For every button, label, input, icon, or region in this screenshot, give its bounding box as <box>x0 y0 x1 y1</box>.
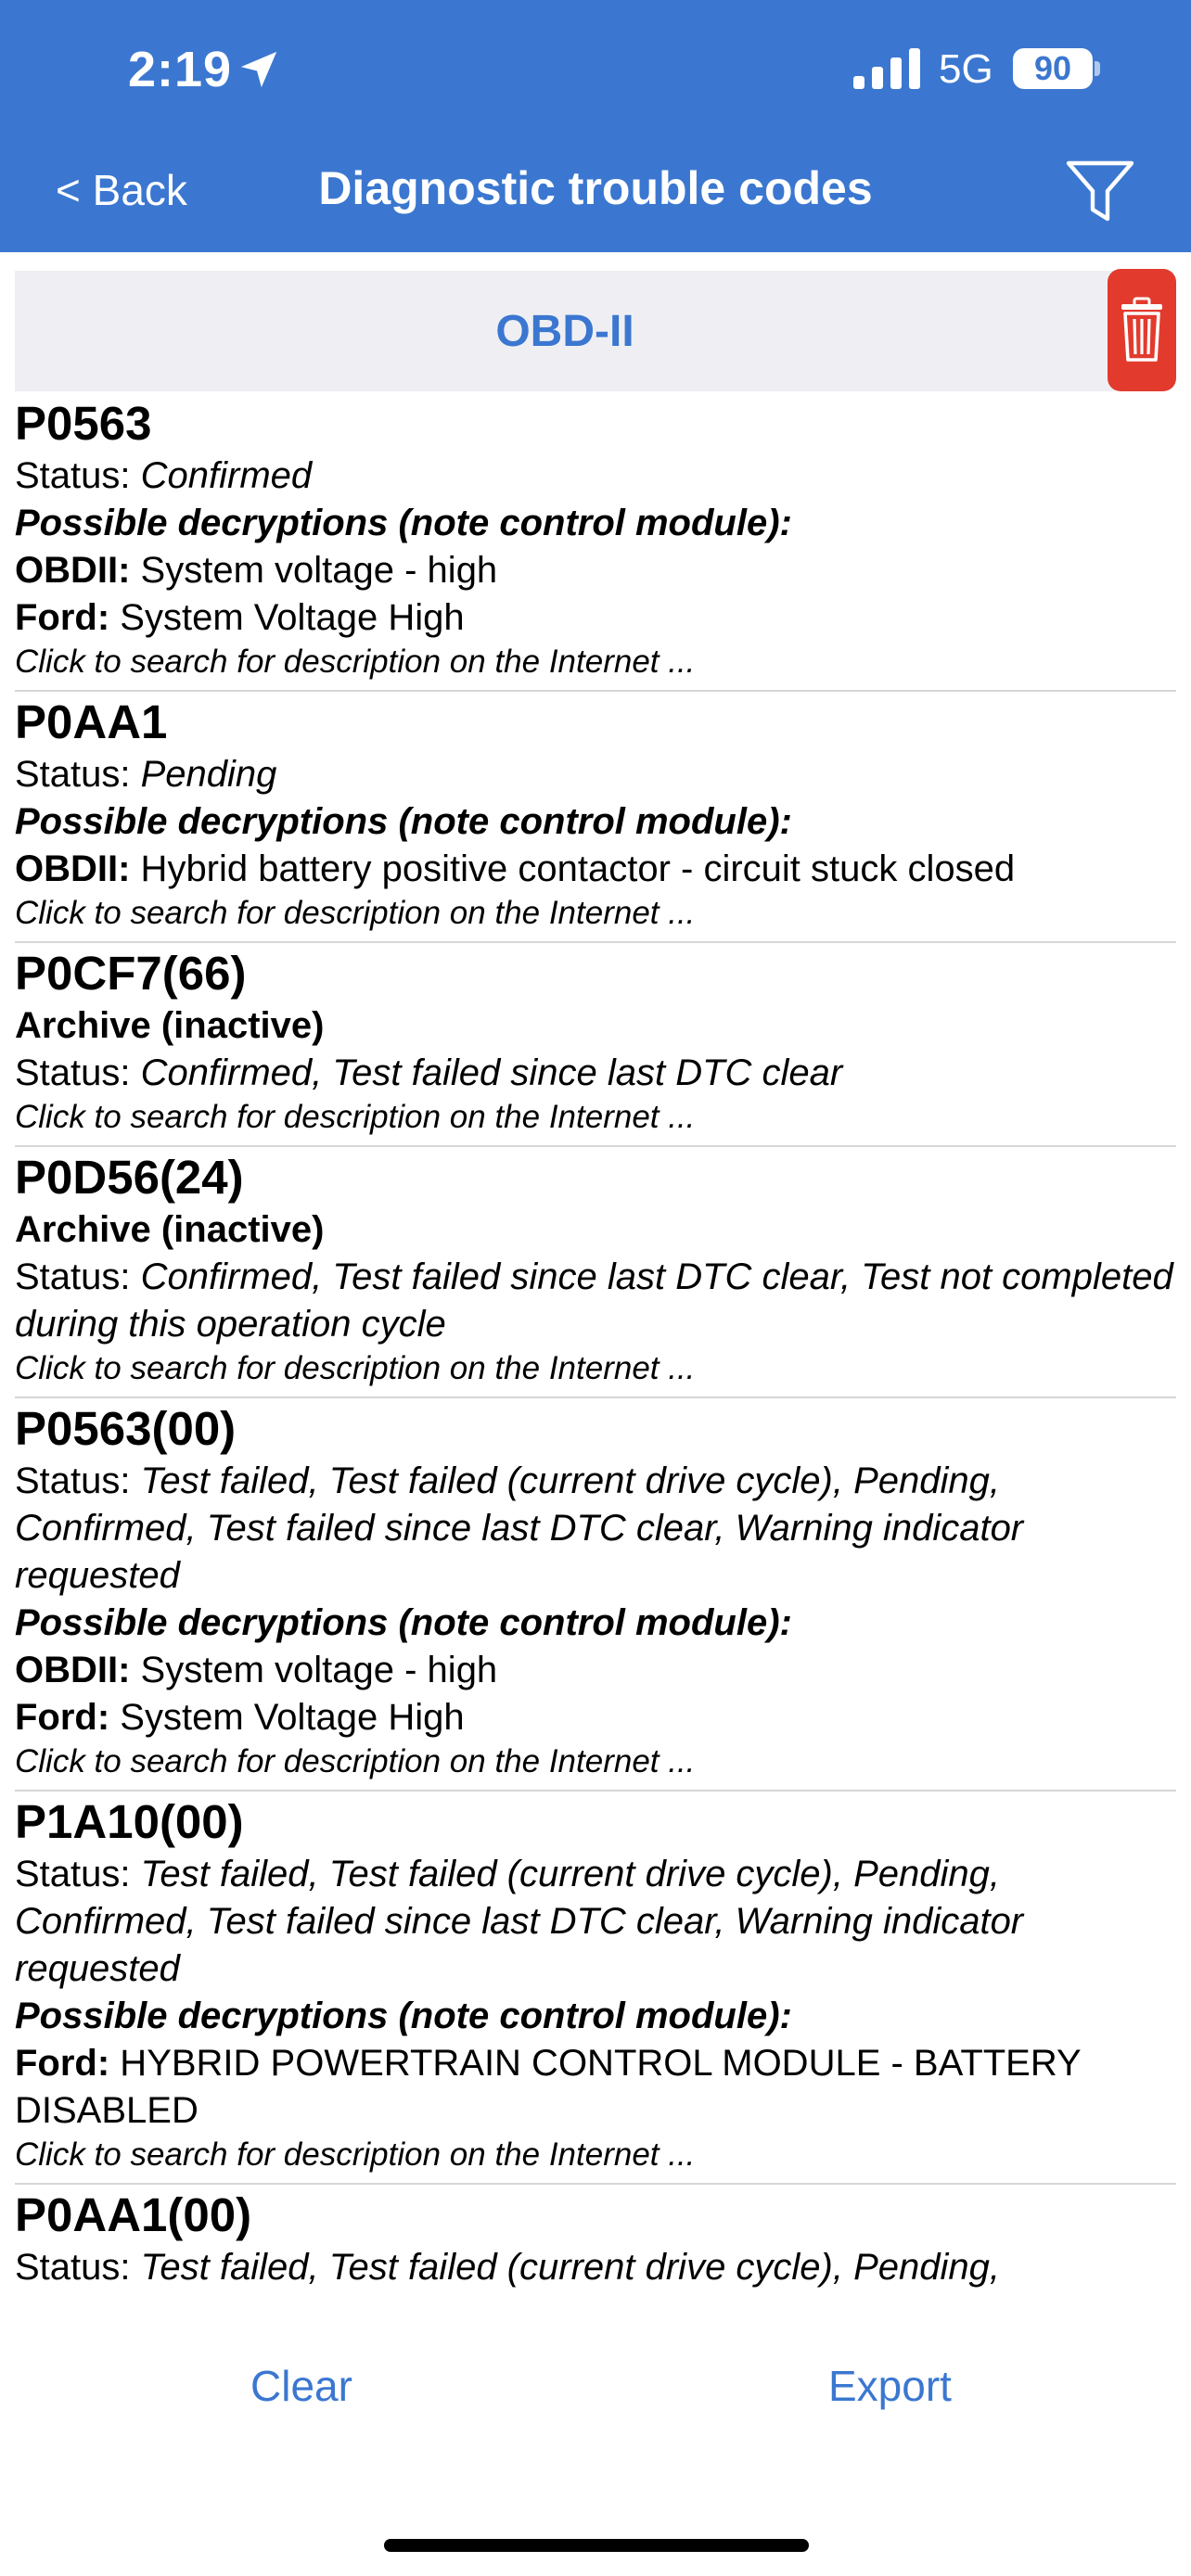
dtc-decryption-heading: Possible decryptions (note control module): <box>15 801 792 842</box>
dtc-decryption-heading: Possible decryptions (note control module): <box>15 1996 792 2036</box>
dtc-decryption-source: Ford: <box>15 2043 110 2084</box>
header-bar <box>0 0 1191 252</box>
clear-button[interactable]: Clear <box>250 2362 352 2410</box>
dtc-status <box>15 1254 1176 1348</box>
dtc-code: P0D56(24) <box>15 1151 244 1204</box>
dtc-status-value: Confirmed, Test failed since last DTC clear, Test not completed during this operation cycle <box>15 1256 1173 1345</box>
dtc-status-label: Status: <box>15 2247 141 2288</box>
status-time: 2:19 <box>128 42 233 97</box>
dtc-item[interactable] <box>15 393 1176 692</box>
dtc-decryption <box>15 1694 1176 1741</box>
dtc-decryption-text: System voltage - high <box>130 1650 498 1690</box>
dtc-decryption <box>15 1647 1176 1694</box>
dtc-item[interactable] <box>15 692 1176 943</box>
dtc-item[interactable] <box>15 1398 1176 1792</box>
status-bar <box>0 0 1191 139</box>
dtc-status-label: Status: <box>15 1052 141 1093</box>
dtc-search-link[interactable]: Click to search for description on the Internet ... <box>15 644 696 680</box>
dtc-item[interactable] <box>15 943 1176 1147</box>
dtc-decryption <box>15 2040 1176 2135</box>
dtc-code: P0AA1(00) <box>15 2188 252 2241</box>
dtc-decryption-text: Hybrid battery positive contactor - circuit stuck closed <box>130 848 1016 889</box>
dtc-decryption <box>15 846 1176 893</box>
dtc-code: P0CF7(66) <box>15 947 247 1000</box>
dtc-status-value: Pending <box>140 754 277 795</box>
dtc-code: P0563 <box>15 397 152 450</box>
home-indicator <box>384 2539 809 2552</box>
dtc-item[interactable] <box>15 2185 1176 2290</box>
dtc-decryption-text: System Voltage High <box>109 597 465 638</box>
dtc-status <box>15 1050 1176 1097</box>
battery-level: 90 <box>1013 48 1093 89</box>
section-header <box>15 271 1115 391</box>
dtc-decryption <box>15 547 1176 594</box>
dtc-status-label: Status: <box>15 1460 141 1501</box>
dtc-item[interactable] <box>15 1792 1176 2185</box>
dtc-status-value: Test failed, Test failed (current drive cycle), Pending, Confirmed, Test failed since last DTC clear, Warning indicator requested <box>15 1460 1024 1596</box>
dtc-search-link[interactable]: Click to search for description on the Internet ... <box>15 1350 696 1386</box>
dtc-decryption-source: OBDII: <box>15 848 131 889</box>
dtc-decryption-source: Ford: <box>15 597 110 638</box>
dtc-status <box>15 453 1176 500</box>
dtc-decryption-heading: Possible decryptions (note control module): <box>15 1602 792 1643</box>
location-arrow-icon <box>237 48 280 91</box>
dtc-status-label: Status: <box>15 1256 141 1297</box>
dtc-code: P0AA1 <box>15 695 168 748</box>
export-button[interactable]: Export <box>828 2362 952 2410</box>
dtc-decryption-source: OBDII: <box>15 1650 131 1690</box>
dtc-list <box>15 393 1176 2290</box>
dtc-archive-label: Archive (inactive) <box>15 1209 325 1250</box>
dtc-search-link[interactable]: Click to search for description on the Internet ... <box>15 1743 696 1779</box>
dtc-decryption-text: System Voltage High <box>109 1697 465 1738</box>
page-title: Diagnostic trouble codes <box>318 162 873 214</box>
dtc-decryption-text: System voltage - high <box>130 550 498 591</box>
dtc-decryption-text: HYBRID POWERTRAIN CONTROL MODULE - BATTERY DISABLED <box>15 2043 1081 2131</box>
dtc-status-value: Test failed, Test failed (current drive cycle), Pending, <box>140 2247 1001 2288</box>
cellular-signal-icon <box>853 48 920 89</box>
section-title: OBD-II <box>495 307 634 356</box>
dtc-status <box>15 1851 1176 1993</box>
dtc-code: P1A10(00) <box>15 1795 244 1848</box>
network-type: 5G <box>939 46 993 92</box>
delete-button[interactable] <box>1108 269 1176 391</box>
bottom-toolbar <box>0 2290 1191 2476</box>
dtc-decryption-heading: Possible decryptions (note control module): <box>15 503 792 543</box>
dtc-status-value: Test failed, Test failed (current drive cycle), Pending, Confirmed, Test failed since last DTC clear, Warning indicator requested <box>15 1854 1024 1989</box>
dtc-search-link[interactable]: Click to search for description on the Internet ... <box>15 2136 696 2173</box>
dtc-status <box>15 751 1176 798</box>
dtc-status-value: Confirmed, Test failed since last DTC clear <box>140 1052 843 1093</box>
dtc-status-value: Confirmed <box>140 455 313 496</box>
dtc-item[interactable] <box>15 1147 1176 1398</box>
dtc-status-label: Status: <box>15 1854 141 1894</box>
battery-tip <box>1095 61 1100 76</box>
dtc-archive-label: Archive (inactive) <box>15 1005 325 1046</box>
dtc-decryption-source: OBDII: <box>15 550 131 591</box>
back-button[interactable]: < Back <box>56 166 187 214</box>
dtc-status-label: Status: <box>15 754 141 795</box>
dtc-status <box>15 2244 1176 2290</box>
filter-funnel-icon[interactable] <box>1065 156 1135 226</box>
dtc-search-link[interactable]: Click to search for description on the Internet ... <box>15 1099 696 1135</box>
dtc-status-label: Status: <box>15 455 141 496</box>
battery-indicator <box>1013 48 1102 89</box>
dtc-decryption <box>15 594 1176 642</box>
dtc-code: P0563(00) <box>15 1402 237 1455</box>
trash-icon <box>1120 297 1164 363</box>
dtc-decryption-source: Ford: <box>15 1697 110 1738</box>
dtc-status <box>15 1458 1176 1600</box>
dtc-search-link[interactable]: Click to search for description on the Internet ... <box>15 895 696 931</box>
